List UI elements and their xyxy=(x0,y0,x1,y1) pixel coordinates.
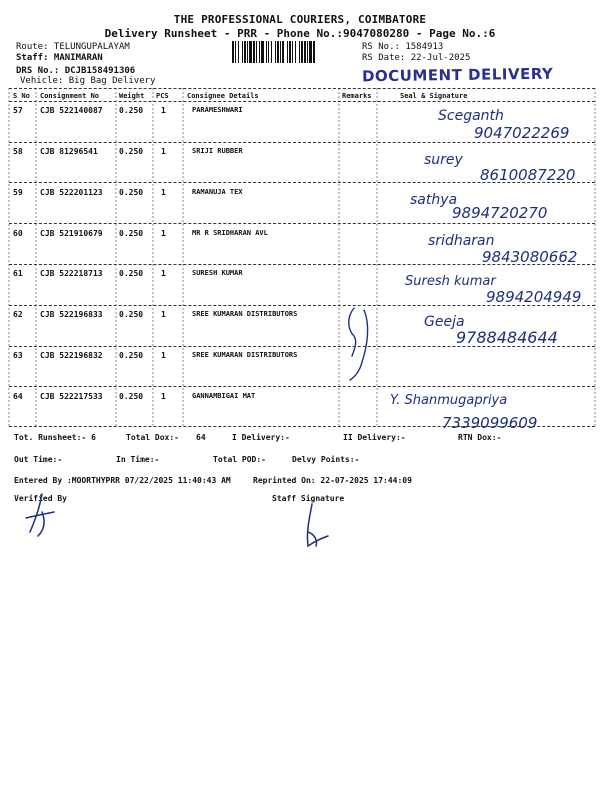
handwritten-name: sridharan xyxy=(428,233,495,249)
total-pod: Total POD:- xyxy=(213,455,266,464)
handwritten-name: sathya xyxy=(410,192,458,208)
row-pcs: 1 xyxy=(161,106,166,115)
row-weight: 0.250 xyxy=(119,147,144,156)
col-weight: Weight xyxy=(119,92,145,100)
row-consignee: SRIJI RUBBER xyxy=(192,147,243,155)
row-consignment: CJB 81296541 xyxy=(40,147,98,156)
row-weight: 0.250 xyxy=(119,229,144,238)
row-pcs: 1 xyxy=(161,188,166,197)
route: Route: TELUNGUPALAYAM xyxy=(16,42,130,52)
rs-date: RS Date: 22-Jul-2025 xyxy=(362,53,471,63)
document-delivery-stamp: DOCUMENT DELIVERY xyxy=(361,64,554,86)
remarks-bracket-scribble xyxy=(340,304,376,384)
runsheet-title: Delivery Runsheet - PRR - Phone No.:9047080280 - Page No.:6 xyxy=(104,27,496,40)
handwritten-phone: 9894720270 xyxy=(452,204,548,222)
verifier-signature xyxy=(22,492,62,540)
row-consignee: PARAMESHWARI xyxy=(192,106,243,114)
row-weight: 0.250 xyxy=(119,269,144,278)
row-sno: 63 xyxy=(13,351,23,360)
row-consignment: CJB 522218713 xyxy=(40,269,103,278)
row-consignee: SREE KUMARAN DISTRIBUTORS xyxy=(192,310,298,318)
row-weight: 0.250 xyxy=(119,106,144,115)
row-pcs: 1 xyxy=(161,229,166,238)
row-sno: 64 xyxy=(13,392,23,401)
rs-no: RS No.: 1584913 xyxy=(362,42,444,52)
row-rule xyxy=(9,346,595,347)
row-rule xyxy=(9,386,595,387)
row-rule xyxy=(9,264,595,265)
row-consignment: CJB 522196833 xyxy=(40,310,103,319)
row-consignee: SREE KUMARAN DISTRIBUTORS xyxy=(192,351,298,359)
verified-by: Verified By xyxy=(14,494,67,503)
row-sno: 61 xyxy=(13,269,23,278)
row-rule xyxy=(9,142,595,143)
row-consignment: CJB 522140087 xyxy=(40,106,103,115)
col-seal-signature: Seal & Signature xyxy=(400,92,468,100)
row-consignment: CJB 521910679 xyxy=(40,229,103,238)
row-rule xyxy=(9,182,595,183)
handwritten-phone: 9843080662 xyxy=(482,248,578,266)
row-consignment: CJB 522201123 xyxy=(40,188,103,197)
row-weight: 0.250 xyxy=(119,392,144,401)
row-consignee: RAMANUJA TEX xyxy=(192,188,243,196)
row-pcs: 1 xyxy=(161,351,166,360)
col-pcs: PCS xyxy=(156,92,169,100)
in-time: In Time:- xyxy=(116,455,160,464)
row-sno: 58 xyxy=(13,147,23,156)
out-time: Out Time:- xyxy=(14,455,63,464)
handwritten-phone: 9047022269 xyxy=(474,124,570,142)
row-rule xyxy=(9,305,595,306)
total-dox-label: Total Dox:- xyxy=(126,433,179,442)
row-sno: 57 xyxy=(13,106,23,115)
staff-signature-label: Staff Signature xyxy=(272,494,345,503)
col-sno: S No xyxy=(13,92,30,100)
row-sno: 60 xyxy=(13,229,23,238)
company-name: THE PROFESSIONAL COURIERS, COIMBATORE xyxy=(173,13,427,26)
row-consignee: GANNAMBIGAI MAT xyxy=(192,392,256,400)
drs-no: DRS No.: DCJB158491306 xyxy=(16,66,136,76)
rtn-dox: RTN Dox:- xyxy=(458,433,502,442)
row-rule xyxy=(9,223,595,224)
row-weight: 0.250 xyxy=(119,188,144,197)
staff-signature xyxy=(296,502,336,552)
row-consignment: CJB 522196832 xyxy=(40,351,103,360)
row-pcs: 1 xyxy=(161,269,166,278)
i-delivery: I Delivery:- xyxy=(232,433,290,442)
handwritten-name: Suresh kumar xyxy=(405,274,496,289)
row-pcs: 1 xyxy=(161,147,166,156)
entered-by: Entered By :MOORTHYPRR 07/22/2025 11:40:43 AM xyxy=(14,476,231,485)
row-sno: 59 xyxy=(13,188,23,197)
col-remarks: Remarks xyxy=(342,92,372,100)
handwritten-phone: 8610087220 xyxy=(480,166,576,184)
ii-delivery: II Delivery:- xyxy=(343,433,406,442)
table-bottom-rule xyxy=(9,426,595,427)
row-pcs: 1 xyxy=(161,310,166,319)
row-sno: 62 xyxy=(13,310,23,319)
staff: Staff: MANIMARAN xyxy=(16,53,103,63)
row-consignee: MR R SRIDHARAN AVL xyxy=(192,229,268,237)
handwritten-name: Sceganth xyxy=(438,108,504,124)
row-pcs: 1 xyxy=(161,392,166,401)
row-consignment: CJB 522217533 xyxy=(40,392,103,401)
handwritten-phone: 9894204949 xyxy=(486,288,582,306)
tot-runsheet: Tot. Runsheet:- 6 xyxy=(14,433,96,442)
vehicle: Vehicle: Big Bag Delivery xyxy=(20,76,156,86)
reprinted-on: Reprinted On: 22-07-2025 17:44:09 xyxy=(253,476,412,485)
handwritten-name: Geeja xyxy=(424,314,465,330)
col-consignment: Consignment No xyxy=(40,92,100,100)
row-weight: 0.250 xyxy=(119,310,144,319)
row-consignee: SURESH KUMAR xyxy=(192,269,243,277)
col-consignee: Consignee Details xyxy=(187,92,259,100)
handwritten-name: surey xyxy=(424,152,463,168)
row-weight: 0.250 xyxy=(119,351,144,360)
total-dox-value: 64 xyxy=(196,433,206,442)
barcode xyxy=(232,41,354,63)
handwritten-phone: 9788484644 xyxy=(456,328,558,347)
handwritten-name: Y. Shanmugapriya xyxy=(390,393,508,408)
handwritten-phone: 7339099609 xyxy=(442,414,538,432)
delvy-points: Delvy Points:- xyxy=(292,455,360,464)
